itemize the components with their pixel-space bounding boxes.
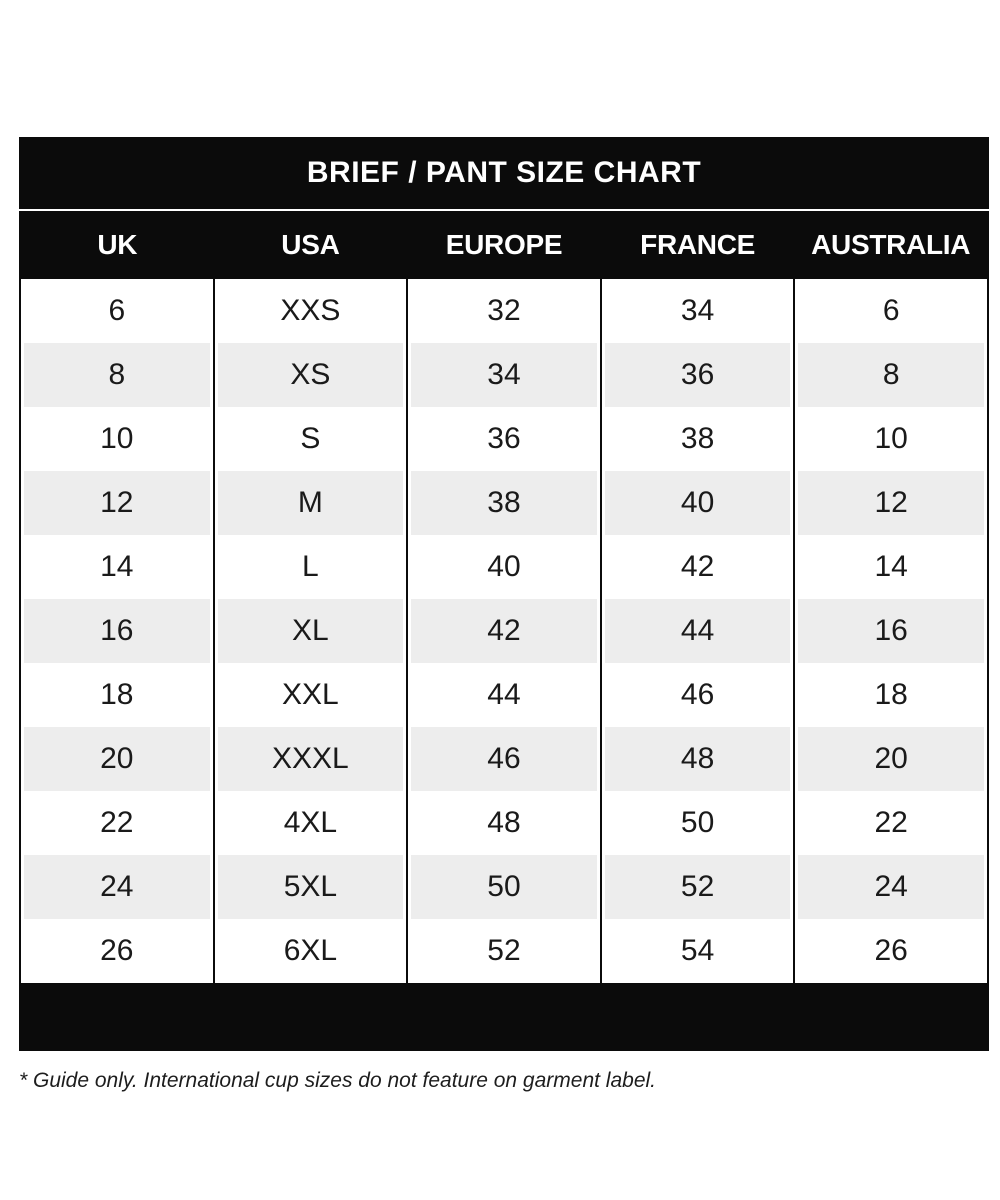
size-cell: 18 (794, 663, 988, 727)
table-header (20, 211, 988, 279)
table-row (20, 855, 988, 919)
size-cell: XS (214, 343, 408, 407)
size-cell: 16 (20, 599, 214, 663)
chart-footer-bar (19, 983, 989, 1051)
size-cell: 48 (601, 727, 795, 791)
size-cell: 18 (100, 678, 134, 711)
header-row (20, 211, 988, 279)
size-cell: 16 (794, 599, 988, 663)
table-row (20, 471, 988, 535)
col-header-uk: UK (20, 211, 214, 279)
size-cell: 52 (407, 919, 601, 983)
col-header-france: FRANCE (601, 211, 795, 279)
size-cell: 6XL (214, 919, 408, 983)
size-chart (19, 137, 989, 1094)
size-cell: 48 (407, 791, 601, 855)
col-header-usa: USA (214, 211, 408, 279)
table-row (20, 279, 988, 343)
table-row (20, 791, 988, 855)
chart-title: BRIEF / PANT SIZE CHART (306, 156, 702, 189)
size-cell: 50 (601, 791, 795, 855)
size-cell: XL (214, 599, 408, 663)
size-cell: 24 (794, 855, 988, 919)
size-cell: 26 (100, 934, 134, 967)
size-cell: 44 (407, 663, 601, 727)
size-cell: 40 (407, 535, 601, 599)
footnote-text: * Guide only. International cup sizes do not feature on garment label. (19, 1069, 657, 1092)
size-cell: XXXL (214, 727, 408, 791)
size-cell: 4XL (214, 791, 408, 855)
size-cell: 26 (794, 919, 988, 983)
table-body (20, 279, 988, 983)
size-cell: S (214, 407, 408, 471)
table-row (20, 727, 988, 791)
size-cell: 40 (601, 471, 795, 535)
size-cell: 50 (407, 855, 601, 919)
size-cell: 12 (20, 471, 214, 535)
size-cell: XXS (214, 279, 408, 343)
table-row (20, 407, 988, 471)
size-cell: 42 (601, 535, 795, 599)
size-cell: 36 (407, 407, 601, 471)
size-cell: 10 (100, 422, 134, 455)
size-cell: 20 (794, 727, 988, 791)
size-cell: 42 (407, 599, 601, 663)
col-header-europe: EUROPE (407, 211, 601, 279)
table-row (20, 663, 988, 727)
size-cell: 8 (20, 343, 214, 407)
size-cell: 38 (601, 407, 795, 471)
size-cell: L (214, 535, 408, 599)
chart-title-bar (19, 137, 989, 211)
size-cell: M (214, 471, 408, 535)
size-cell: 8 (794, 343, 988, 407)
size-cell: 36 (601, 343, 795, 407)
size-cell: 14 (794, 535, 988, 599)
size-cell: 46 (407, 727, 601, 791)
size-cell: 22 (100, 806, 134, 839)
size-cell: 34 (601, 279, 795, 343)
col-header-australia: AUSTRALIA (794, 211, 988, 279)
size-cell: 38 (407, 471, 601, 535)
size-cell: 5XL (214, 855, 408, 919)
size-cell: 24 (20, 855, 214, 919)
size-cell: 46 (601, 663, 795, 727)
size-cell: 14 (100, 550, 134, 583)
size-cell: 12 (794, 471, 988, 535)
table-row (20, 599, 988, 663)
size-cell: XXL (214, 663, 408, 727)
table-row (20, 919, 988, 983)
size-cell: 6 (794, 279, 988, 343)
size-cell: 52 (601, 855, 795, 919)
size-cell: 6 (108, 294, 126, 327)
size-cell: 32 (407, 279, 601, 343)
table-row (20, 343, 988, 407)
size-cell: 22 (794, 791, 988, 855)
size-cell: 10 (794, 407, 988, 471)
size-cell: 34 (407, 343, 601, 407)
size-cell: 54 (601, 919, 795, 983)
table-row (20, 535, 988, 599)
footnote (19, 1067, 989, 1094)
size-cell: 44 (601, 599, 795, 663)
size-cell: 20 (20, 727, 214, 791)
size-table (19, 211, 989, 983)
